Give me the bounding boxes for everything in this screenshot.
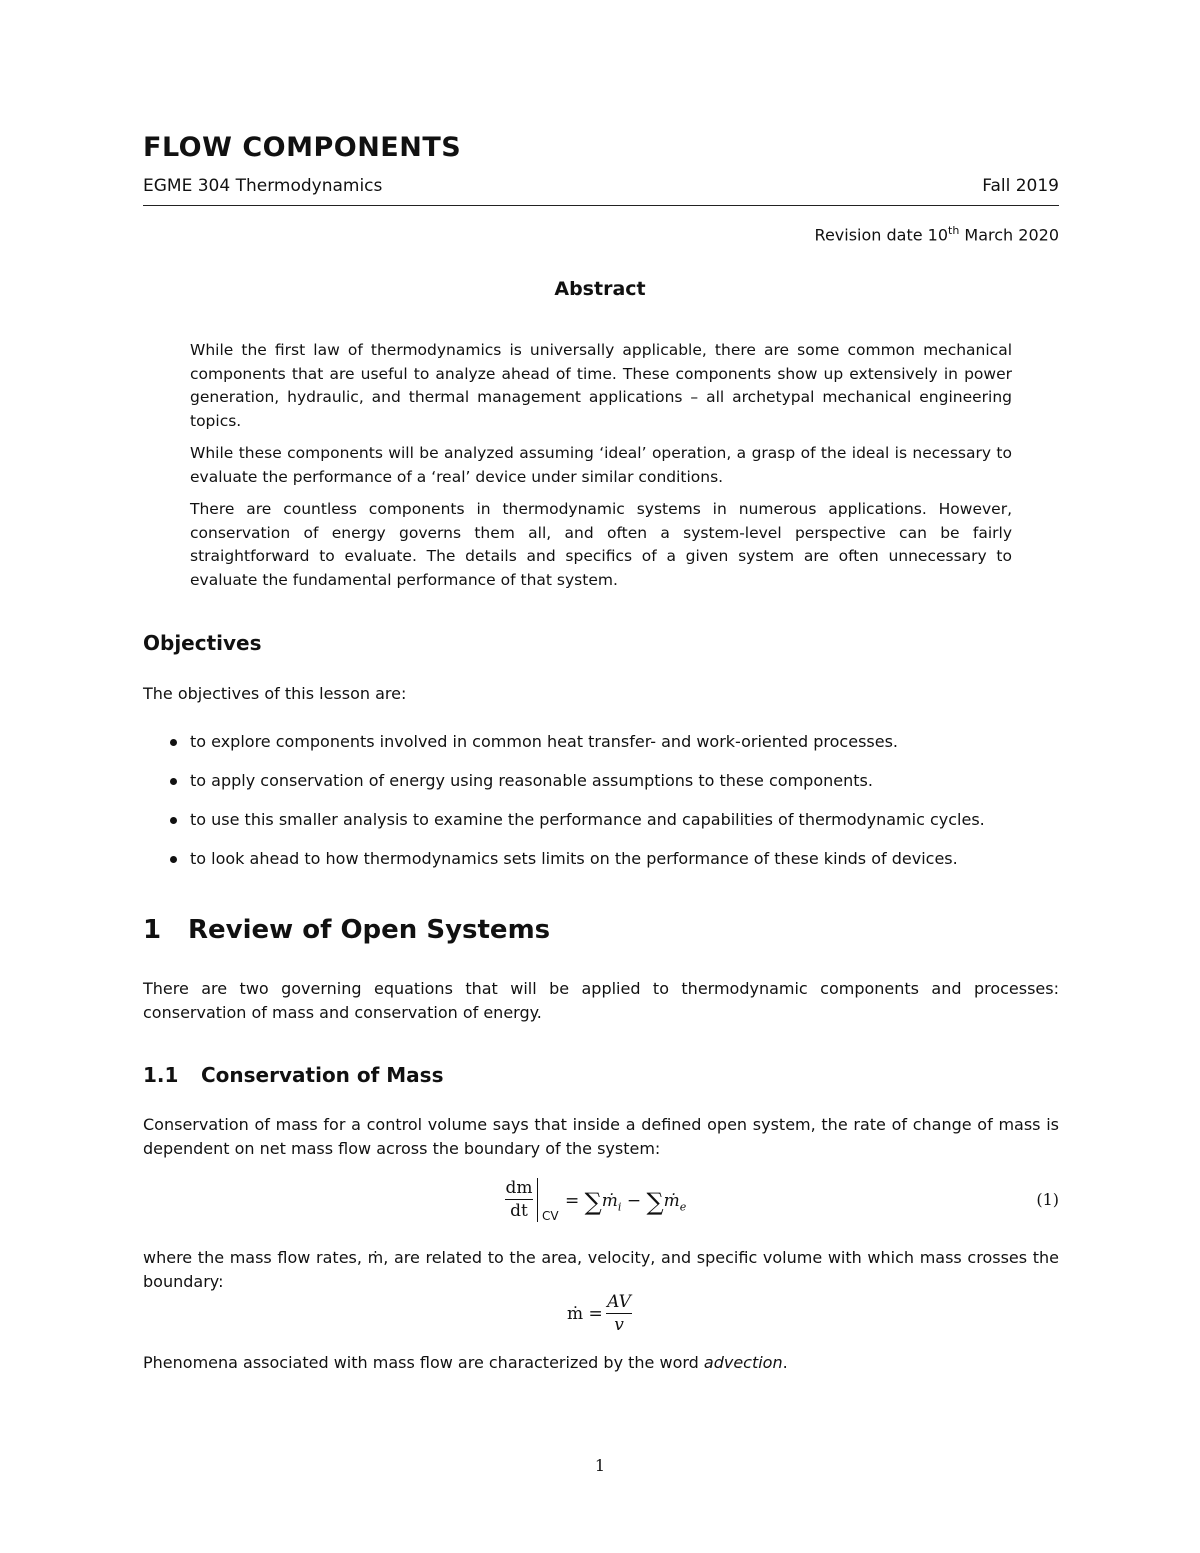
subsection-number: 1.1 — [143, 1063, 179, 1087]
fraction-numerator: dm — [505, 1178, 533, 1198]
course-name: EGME 304 Thermodynamics — [143, 176, 383, 196]
subsection-title: Conservation of Mass — [201, 1063, 444, 1087]
revision-date — [815, 224, 1059, 244]
document-title: FLOW COMPONENTS — [143, 132, 462, 163]
list-item-text: to look ahead to how thermodynamics sets limits on the performance of these kinds of devices. — [190, 849, 958, 868]
flow-fraction — [606, 1292, 632, 1335]
mass-flow-out: ṁ — [663, 1191, 680, 1211]
revision-ordinal: th — [948, 224, 960, 237]
bullet-icon — [170, 778, 177, 785]
minus-sign: − — [621, 1191, 647, 1211]
bullet-icon — [170, 856, 177, 863]
equation-lhs: ṁ = — [567, 1304, 603, 1324]
header-rule — [143, 205, 1059, 206]
abstract-paragraph: There are countless components in thermodynamic systems in numerous applications. However, conservation of energy governs them all, and often a system-level perspective can be fairly straightforward to evaluate. The details and specifics of a given system are often unnecessary to evaluate the fundamental performance of that system. — [190, 500, 1012, 589]
section-1-heading — [143, 915, 550, 945]
equation-number: (1) — [1036, 1190, 1059, 1209]
abstract-paragraph: While these components will be analyzed assuming ‘ideal’ operation, a grasp of the ideal is necessary to evaluate the performance of a ‘real’ device under similar conditions. — [190, 444, 1012, 486]
sum-icon: ∑ — [646, 1188, 664, 1216]
list-item — [165, 808, 1045, 847]
fraction-denominator: v — [614, 1315, 624, 1335]
derivative-fraction — [505, 1178, 533, 1221]
evaluation-bar — [537, 1178, 538, 1222]
section-number: 1 — [143, 915, 162, 945]
fraction-denominator: dt — [510, 1201, 528, 1221]
advection-term: advection — [703, 1353, 783, 1372]
list-item — [165, 769, 1045, 808]
objectives-list — [165, 730, 1045, 886]
list-item — [165, 847, 1045, 886]
page-number: 1 — [594, 1456, 606, 1475]
bullet-icon — [170, 739, 177, 746]
mass-flow-in: ṁ — [601, 1191, 618, 1211]
control-volume-subscript: CV — [542, 1209, 559, 1223]
fraction-numerator: AV — [607, 1292, 631, 1312]
revision-prefix: Revision date 10 — [814, 225, 949, 245]
mass-flow-rate-text: where the mass flow rates, ṁ, are related to the area, velocity, and specific volume with which mass crosses the boundary: — [143, 1248, 1059, 1291]
abstract-paragraph: While the first law of thermodynamics is universally applicable, there are some common mechanical components that are useful to analyze ahead of time. These components show up extensively in power generation, hydraulic, and thermal management applications – all archetypal mechanical engineering topics. — [190, 341, 1012, 430]
section-1-1-heading — [143, 1063, 444, 1087]
term: Fall 2019 — [982, 176, 1059, 196]
section-title: Review of Open Systems — [188, 915, 551, 945]
course-line — [143, 176, 1059, 196]
section-1-1-body: Conservation of mass for a control volume says that inside a defined open system, the rate of change of mass is dependent on net mass flow across the boundary of the system: — [143, 1115, 1059, 1158]
advection-end: . — [782, 1353, 788, 1372]
equation-rhs — [565, 1188, 686, 1216]
section-1-body: There are two governing equations that will be applied to thermodynamic components and processes: conservation of mass and conservation of energy. — [143, 979, 1059, 1022]
advection-text: Phenomena associated with mass flow are characterized by the word — [143, 1353, 704, 1372]
list-item-text: to explore components involved in common heat transfer- and work-oriented processes. — [190, 732, 899, 751]
advection-sentence — [143, 1351, 1059, 1375]
objectives-heading: Objectives — [143, 631, 262, 655]
abstract-heading: Abstract — [554, 278, 646, 300]
equals-sign: = — [565, 1191, 585, 1211]
inlet-subscript: i — [617, 1200, 622, 1214]
bullet-icon — [170, 817, 177, 824]
list-item-text: to apply conservation of energy using reasonable assumptions to these components. — [190, 771, 873, 790]
objectives-intro: The objectives of this lesson are: — [143, 684, 407, 703]
revision-suffix: March 2020 — [959, 225, 1059, 245]
list-item-text: to use this smaller analysis to examine the performance and capabilities of thermodynamic cycles. — [190, 810, 985, 829]
abstract-body — [190, 339, 1012, 601]
fraction-bar — [606, 1313, 632, 1314]
fraction-bar — [505, 1199, 533, 1200]
sum-icon: ∑ — [584, 1188, 602, 1216]
exit-subscript: e — [679, 1200, 687, 1214]
list-item — [165, 730, 1045, 769]
